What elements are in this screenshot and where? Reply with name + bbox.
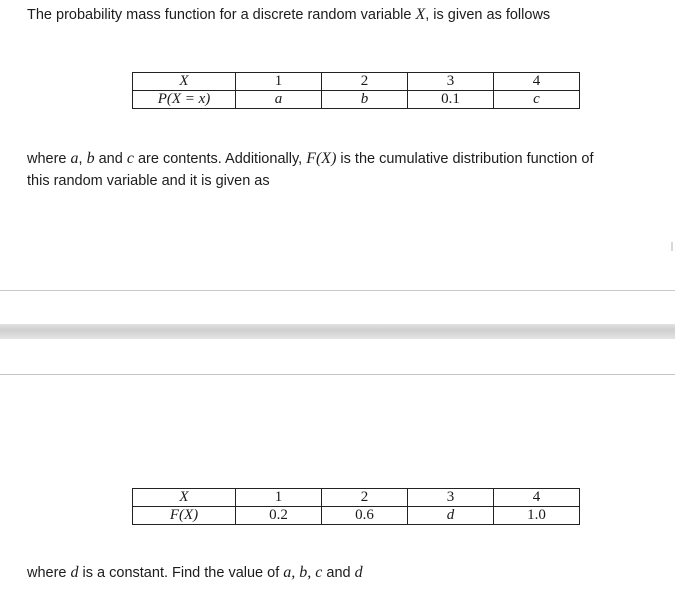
pmf-x-value: 2 xyxy=(322,73,408,91)
intro-text: The probability mass function for a discrete random variable xyxy=(27,7,416,23)
divider xyxy=(0,374,675,375)
var-d: d xyxy=(354,564,363,581)
cdf-f-value: d xyxy=(408,507,494,525)
pmf-x-value: 1 xyxy=(236,73,322,91)
var-a: a xyxy=(70,150,79,167)
question-text: is a constant. Find the value of xyxy=(78,565,284,581)
pmf-probability-row xyxy=(133,91,580,109)
cdf-header-label: X xyxy=(133,489,236,507)
intro-paragraph xyxy=(27,4,550,26)
middle-text-line2: this random variable and it is given as xyxy=(27,173,270,189)
cdf-f-value: 1.0 xyxy=(494,507,580,525)
cdf-f-value: 0.2 xyxy=(236,507,322,525)
cdf-table xyxy=(132,488,580,525)
pmf-x-value: 4 xyxy=(494,73,580,91)
question-text: and xyxy=(322,565,355,581)
var-d: d xyxy=(70,564,79,581)
var-b: b xyxy=(86,150,95,167)
pmf-row-label: P(X = x) xyxy=(133,91,236,109)
cdf-f-value: 0.6 xyxy=(322,507,408,525)
cdf-header-row xyxy=(133,489,580,507)
intro-variable: X xyxy=(415,6,426,23)
question-text: where xyxy=(27,565,71,581)
cdf-row-label: F(X) xyxy=(133,507,236,525)
cdf-x-value: 2 xyxy=(322,489,408,507)
middle-text: and xyxy=(94,151,127,167)
pmf-p-value: 0.1 xyxy=(408,91,494,109)
cdf-x-value: 3 xyxy=(408,489,494,507)
middle-text: , xyxy=(78,151,87,167)
intro-text-end: , is given as follows xyxy=(425,7,551,23)
pmf-table xyxy=(132,72,580,109)
edge-mark xyxy=(671,242,673,251)
middle-text: are contents. Additionally, xyxy=(133,151,307,167)
var-c: c xyxy=(126,150,134,167)
cdf-x-value: 1 xyxy=(236,489,322,507)
question-paragraph xyxy=(27,562,363,584)
middle-text: is the cumulative distribution function of xyxy=(336,151,594,167)
pmf-p-value: b xyxy=(322,91,408,109)
cdf-value-row xyxy=(133,507,580,525)
divider-band xyxy=(0,324,675,339)
pmf-header-row xyxy=(133,73,580,91)
pmf-header-label: X xyxy=(133,73,236,91)
pmf-x-value: 3 xyxy=(408,73,494,91)
cdf-x-value: 4 xyxy=(494,489,580,507)
pmf-p-value: c xyxy=(494,91,580,109)
divider xyxy=(0,290,675,291)
middle-paragraph xyxy=(27,148,673,192)
pmf-p-value: a xyxy=(236,91,322,109)
question-vars: a, b, c xyxy=(283,564,323,581)
middle-text: where xyxy=(27,151,71,167)
cdf-symbol: F(X) xyxy=(306,150,337,167)
